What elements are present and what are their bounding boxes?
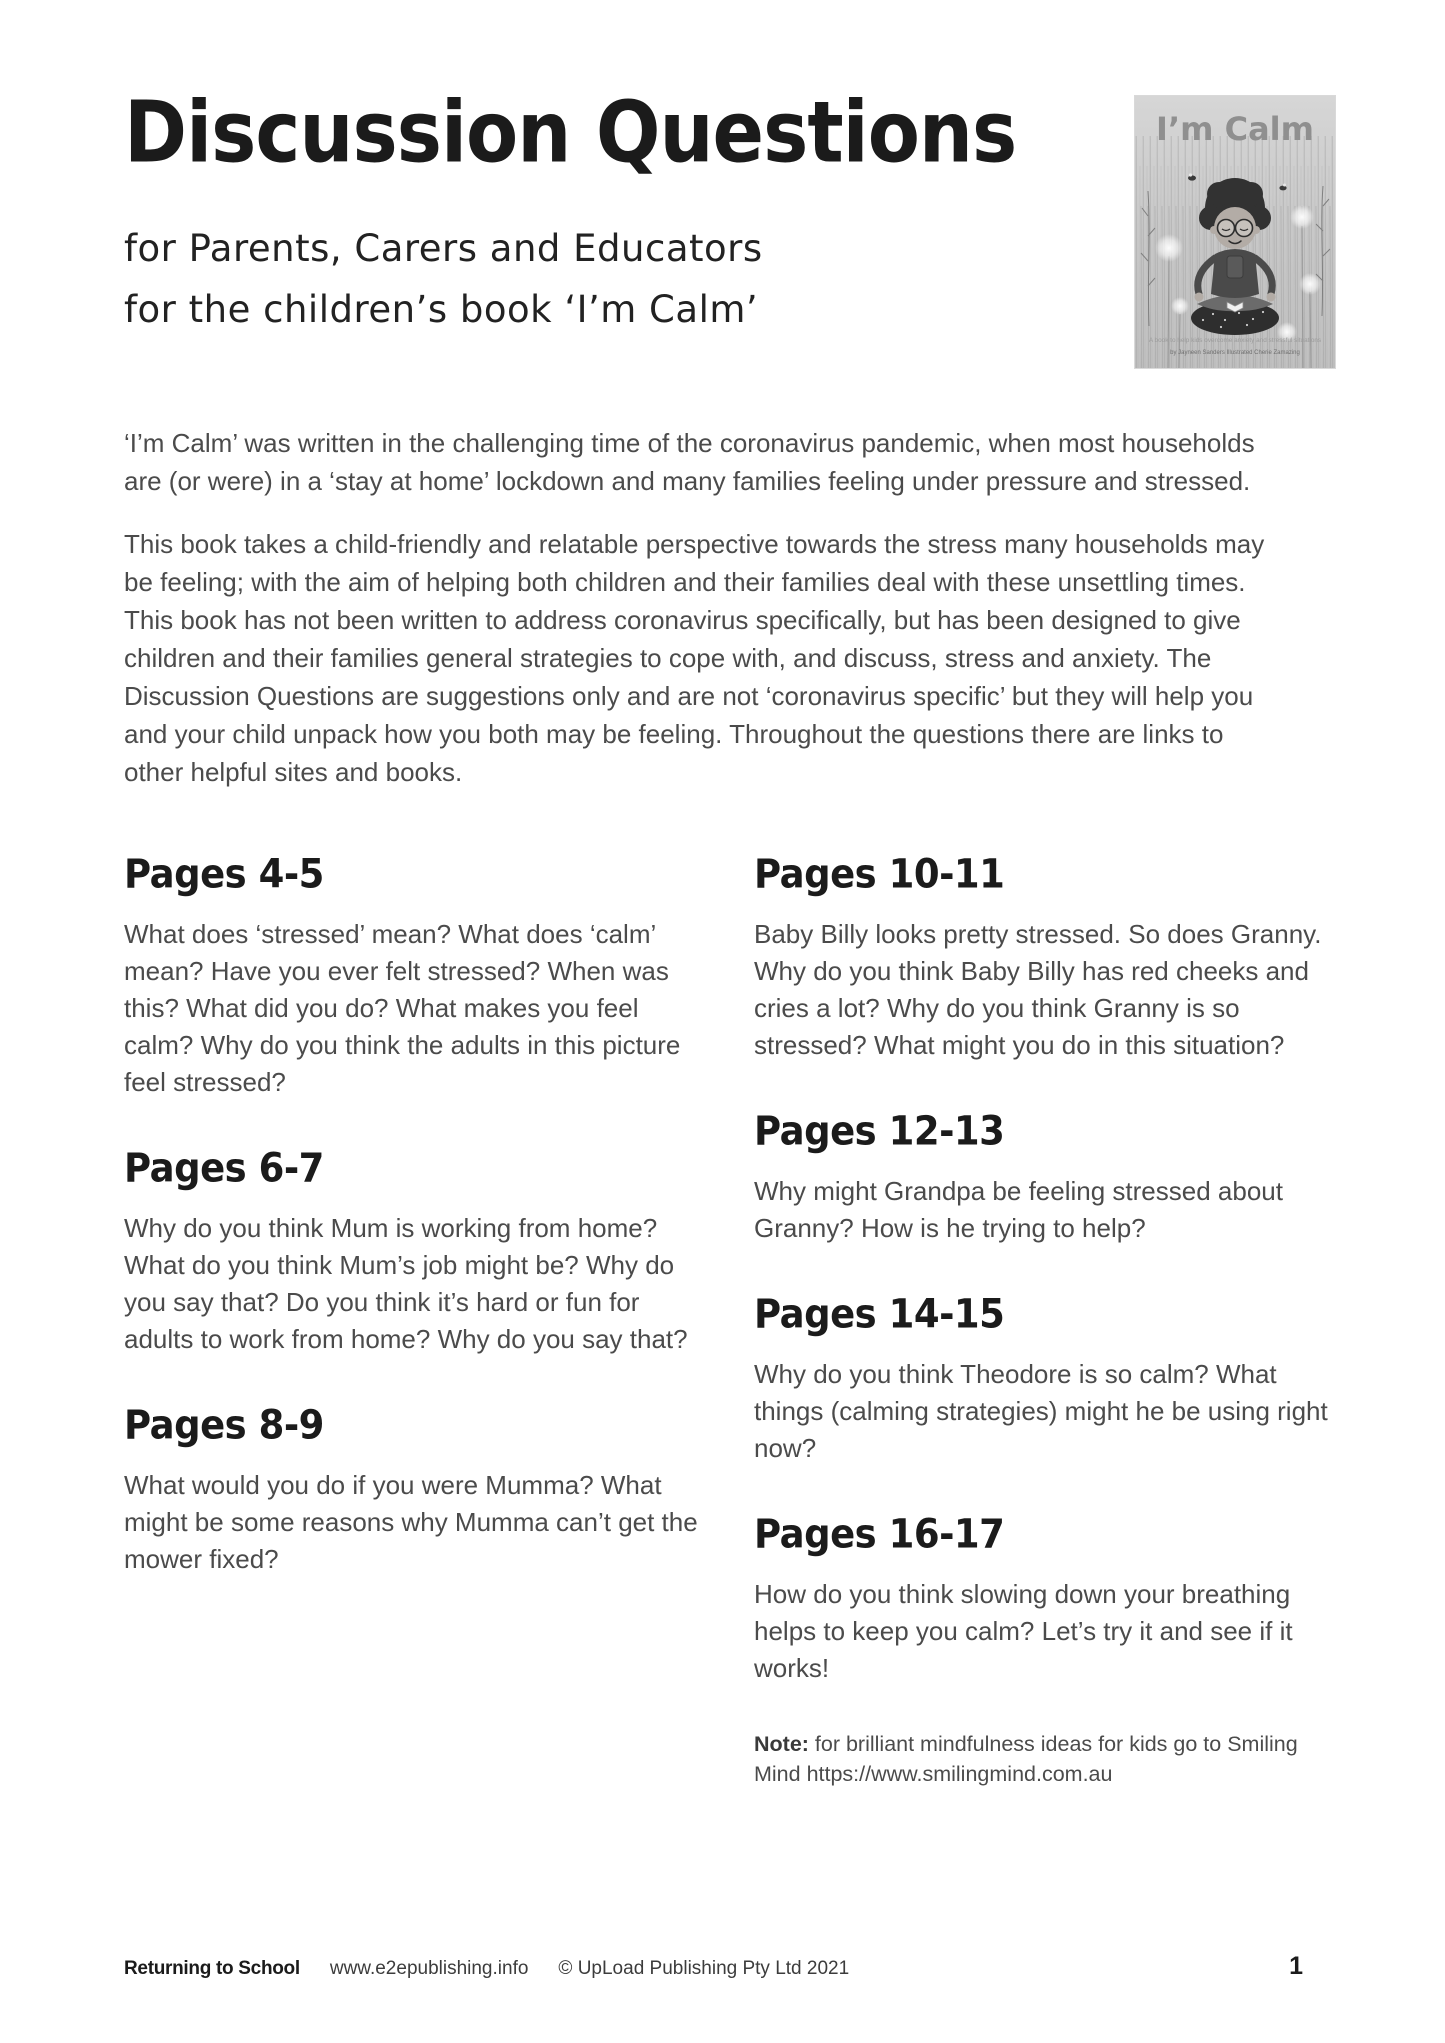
section-heading: Pages 8-9 — [124, 1402, 324, 1449]
section-body: Baby Billy looks pretty stressed. So does Granny. Why do you think Baby Billy has red cheeks and cries a lot? Why do you think Granny is so stressed? What might you do in this situation? — [754, 919, 1322, 1060]
section-pages-8-9 — [124, 1402, 708, 1578]
cover-tagline: A book to help kids overcome anxiety and stressful situations — [1148, 337, 1322, 344]
footer-website-link: www.e2epublishing.info — [329, 1958, 529, 1979]
page-title: Discussion Questions — [124, 82, 1017, 182]
page-number: 1 — [1289, 1952, 1303, 1980]
section-body: How do you think slowing down your breathing helps to keep you calm? Let’s try it and see if it works! — [754, 1579, 1293, 1683]
intro-paragraph-2: This book takes a child-friendly and relatable perspective towards the stress many households may be feeling; with the aim of helping both children and their families deal with these unsettling times. This book has not been written to address coronavirus specifically, but has been designed to give children and their families general strategies to cope with, and discuss, stress and anxiety. The Discussion Questions are suggestions only and are not ‘coronavirus specific’ but they will help you and your child unpack how you both may be feeling. Throughout the questions there are links to other helpful sites and books. — [124, 529, 1265, 787]
note — [754, 1729, 1338, 1789]
section-heading: Pages 16-17 — [754, 1511, 1005, 1558]
section-body: Why do you think Theodore is so calm? What things (calming strategies) might he be using right now? — [754, 1359, 1328, 1463]
footer-copyright: © UpLoad Publishing Pty Ltd 2021 — [558, 1958, 850, 1979]
question-columns — [124, 845, 1337, 1789]
title-block — [124, 82, 1135, 340]
intro — [124, 424, 1289, 791]
page-subtitle-line1: for Parents, Carers and Educators — [124, 227, 763, 270]
section-pages-12-13 — [754, 1108, 1338, 1247]
intro-paragraph-1: ‘I’m Calm’ was written in the challenging time of the coronavirus pandemic, when most households are (or were) in a ‘stay at home’ lockdown and many families feeling under pressure and stressed. — [124, 428, 1255, 496]
header — [124, 82, 1337, 368]
section-pages-4-5 — [124, 851, 708, 1101]
section-body: What does ‘stressed’ mean? What does ‘calm’ mean? Have you ever felt stressed? When was this? What did you do? What makes you feel calm? Why do you think the adults in this picture feel stressed? — [124, 919, 681, 1097]
page-subtitle — [124, 218, 1135, 340]
section-body: What would you do if you were Mumma? What might be some reasons why Mumma can’t get the mower fixed? — [124, 1470, 698, 1574]
section-heading: Pages 10-11 — [754, 851, 1005, 898]
section-heading: Pages 14-15 — [754, 1291, 1005, 1338]
note-text: for brilliant mindfulness ideas for kids go to Smiling Mind https://www.smilingmind.com.au — [754, 1732, 1298, 1786]
section-pages-14-15 — [754, 1291, 1338, 1467]
column-right — [754, 845, 1338, 1789]
footer-booklet-title: Returning to School — [124, 1958, 300, 1979]
book-cover-illustration — [1135, 96, 1335, 368]
section-heading: Pages 12-13 — [754, 1108, 1005, 1155]
section-heading: Pages 6-7 — [124, 1145, 324, 1192]
cover-title: I’m Calm — [1156, 110, 1314, 148]
section-pages-10-11 — [754, 851, 1338, 1064]
column-left — [124, 845, 708, 1789]
section-pages-16-17 — [754, 1511, 1338, 1687]
section-heading: Pages 4-5 — [124, 851, 324, 898]
section-pages-6-7 — [124, 1145, 708, 1358]
section-body: Why might Grandpa be feeling stressed about Granny? How is he trying to help? — [754, 1176, 1283, 1243]
footer — [124, 1952, 1337, 1981]
cover-credits: by Jayneen Sanders Illustrated Cherie Zamazing — [1170, 350, 1300, 356]
note-label: Note: — [754, 1732, 809, 1756]
section-body: Why do you think Mum is working from home? What do you think Mum’s job might be? Why do you say that? Do you think it’s hard or fun for adults to work from home? Why do you say that? — [124, 1213, 688, 1354]
page-subtitle-line2: for the children’s book ‘I’m Calm’ — [124, 288, 759, 332]
